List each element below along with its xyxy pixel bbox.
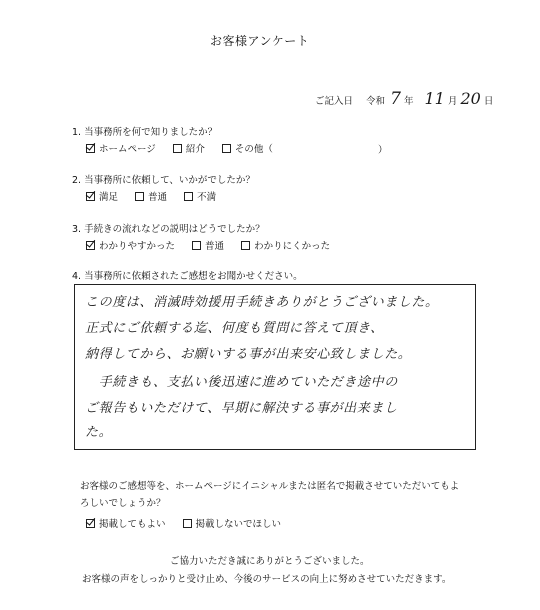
q2-option-satisfied[interactable]: 満足 xyxy=(86,189,118,203)
q2-option-dissatisfied[interactable]: 不満 xyxy=(184,189,216,203)
consent-option-allow[interactable]: 掲載してもよい xyxy=(86,516,166,530)
date-month-value: 11 xyxy=(424,89,445,108)
comment-line: ご報告もいただけて、早期に解決する事が出来まし xyxy=(85,401,398,416)
checkbox[interactable] xyxy=(241,241,250,250)
q1-option-homepage[interactable]: ホームページ xyxy=(86,141,156,155)
checkbox[interactable] xyxy=(183,519,192,528)
q3-option-average[interactable]: 普通 xyxy=(192,238,224,252)
checkbox[interactable] xyxy=(222,144,231,153)
comment-line: 納得してから、お願いする事が出来安心致しました。 xyxy=(85,347,412,362)
q1-options xyxy=(86,141,387,156)
comment-line: 手続きも、支払い後迅速に進めていただき途中の xyxy=(85,375,398,390)
q1-question: 1. 当事務所を何で知りましたか？ xyxy=(72,127,218,138)
q3-question: 3. 手続きの流れなどの説明はどうでしたか？ xyxy=(72,224,265,235)
date-day-value: 20 xyxy=(460,89,481,108)
checkbox-checked[interactable] xyxy=(86,519,95,528)
date-year-value: 7 xyxy=(390,89,401,109)
q1-option-referral[interactable]: 紹介 xyxy=(173,141,205,155)
consent-text-line2: ろしいでしょうか？ xyxy=(80,498,166,509)
q3-options xyxy=(86,238,344,253)
date-month-unit: 月 xyxy=(447,96,458,107)
comment-textarea[interactable] xyxy=(74,284,476,450)
consent-options xyxy=(86,516,295,531)
date-row xyxy=(315,89,493,109)
checkbox[interactable] xyxy=(135,192,144,201)
q2-options xyxy=(86,189,230,204)
checkbox-checked[interactable] xyxy=(86,241,95,250)
date-era: 令和 xyxy=(366,96,386,107)
checkbox[interactable] xyxy=(192,241,201,250)
q4-question: 4. 当事務所に依頼されたご感想をお聞かせください。 xyxy=(72,271,303,282)
consent-text-line1: お客様のご感想等を、ホームページにイニシャルまたは匿名で掲載させていただいてもよ xyxy=(80,481,460,492)
q2-option-average[interactable]: 普通 xyxy=(135,189,167,203)
date-year-unit: 年 xyxy=(403,96,414,107)
page-title: お客様アンケート xyxy=(210,34,310,48)
comment-line: 正式にご依頼する迄、何度も質問に答えて頂き、 xyxy=(85,321,384,336)
date-label: ご記入日 xyxy=(315,96,354,107)
q2-question: 2. 当事務所に依頼して、いかがでしたか？ xyxy=(72,175,255,186)
checkbox-checked[interactable] xyxy=(86,144,95,153)
comment-line: この度は、消滅時効援用手続きありがとうございました。 xyxy=(85,295,439,310)
consent-option-deny[interactable]: 掲載しないでほしい xyxy=(183,516,282,530)
q1-other-close: ） xyxy=(377,144,388,156)
closing-message: お客様の声をしっかりと受け止め、今後のサービスの向上に努めさせていただきます。 xyxy=(82,574,452,585)
date-day-unit: 日 xyxy=(483,96,494,107)
q3-option-easy[interactable]: わかりやすかった xyxy=(86,238,175,252)
q1-option-other[interactable]: その他（ xyxy=(222,141,273,155)
comment-line: た。 xyxy=(85,425,113,440)
checkbox-checked[interactable] xyxy=(86,192,95,201)
checkbox[interactable] xyxy=(173,144,182,153)
q3-option-hard[interactable]: わかりにくかった xyxy=(241,238,330,252)
closing-thanks: ご協力いただき誠にありがとうございました。 xyxy=(170,556,370,567)
checkbox[interactable] xyxy=(184,192,193,201)
